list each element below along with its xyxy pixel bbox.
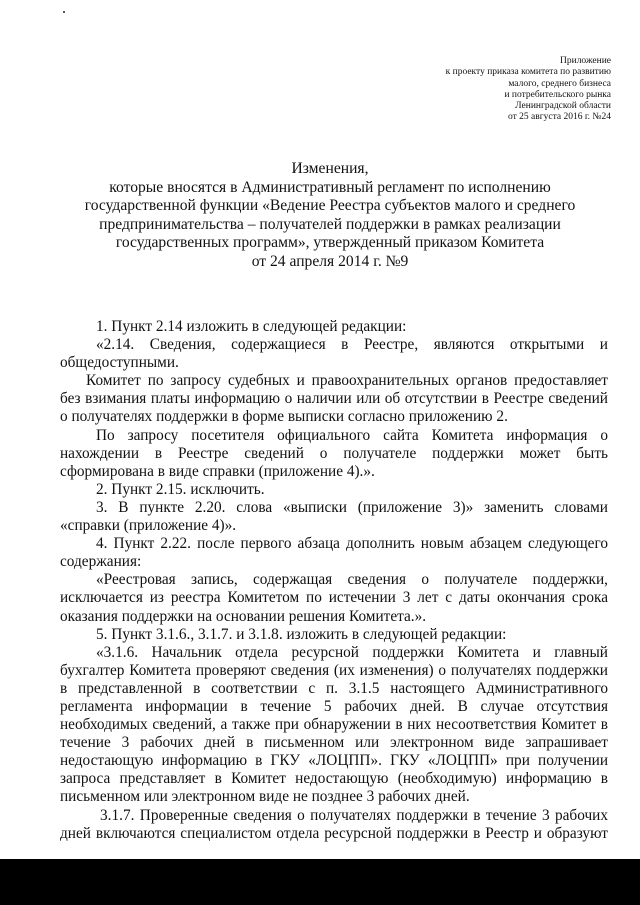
paragraph: 5. Пункт 3.1.6., 3.1.7. и 3.1.8. изложить в следующей редакции: xyxy=(96,625,507,643)
appendix-line: малого, среднего бизнеса xyxy=(508,78,611,89)
title-line: которые вносятся в Административный регламент по исполнению xyxy=(109,178,551,196)
paragraph: 4. Пункт 2.22. после первого абзаца дополнить новым абзацем следующего содержания: xyxy=(60,535,608,571)
appendix-line: и потребительского рынка xyxy=(504,89,611,100)
document-body xyxy=(60,318,608,843)
paragraph: 1. Пункт 2.14 изложить в следующей редакции: xyxy=(96,318,407,335)
document-title xyxy=(60,160,600,271)
appendix-note xyxy=(311,56,611,124)
title-line: от 24 апреля 2014 г. №9 xyxy=(251,252,409,270)
paragraph: 3.1.7. Проверенные сведения о получателях поддержки в течение 3 рабочих дней включаются специалистом отдела ресурсной поддержки в Реестр и образуют xyxy=(60,806,608,842)
title-line: Изменения, xyxy=(291,160,369,177)
paragraph: «Реестровая запись, содержащая сведения о получателе поддержки, исключается из реестра Комитетом по истечении 3 лет с даты окончания срока оказания поддержки на основании решения Комитета.». xyxy=(60,571,608,625)
appendix-line: Ленинградской области xyxy=(515,101,611,112)
paragraph: «3.1.6. Начальник отдела ресурсной поддержки Комитета и главный бухгалтер Комитета проверяют сведения (их изменения) о получателях поддержки в представленной в соответствии с п. 3.1.5 настоящего Административного регламента информации в течение 5 рабочих дней. В случае отсутствия необходимых сведений, а также при обнаружении в них несоответствия Комитет в течение 3 рабочих дней в письменном или электронном виде запрашивает недостающую информацию в ГКУ «ЛОЦПП». ГКУ «ЛОЦПП» при получении запроса представляет в Комитет недостающую (необходимую) информацию в письменном или электронном виде не позднее 3 рабочих дней. xyxy=(60,643,608,806)
title-line: государственной функции «Ведение Реестра субъектов малого и среднего xyxy=(84,197,576,214)
appendix-line: от 25 августа 2016 г. №24 xyxy=(508,112,611,123)
title-line: предпринимательства – получателей поддержки в рамках реализации xyxy=(99,215,561,233)
scan-speck xyxy=(63,11,65,13)
paragraph: По запросу посетителя официального сайта Комитета информация о нахождении в Реестре сведений о получателе поддержки может быть сформирована в виде справки (приложение 4).». xyxy=(60,426,608,480)
paragraph: 2. Пункт 2.15. исключить. xyxy=(96,480,265,498)
appendix-line: к проекту приказа комитета по развитию xyxy=(445,67,611,78)
paragraph: Комитет по запросу судебных и правоохранительных органов предоставляет без взимания платы информацию о наличии или об отсутствии в Реестре сведений о получателях поддержки в форме выписки согласно приложению 2. xyxy=(60,372,608,426)
paragraph: «2.14. Сведения, содержащиеся в Реестре, являются открытыми и общедоступными. xyxy=(60,336,608,372)
appendix-line: Приложение xyxy=(560,56,611,66)
title-line: государственных программ», утвержденный приказом Комитета xyxy=(115,234,545,251)
scan-bottom-bar xyxy=(0,859,640,905)
paragraph: 3. В пункте 2.20. слова «выписки (приложение 3)» заменить словами «справки (приложение 4)». xyxy=(60,498,608,535)
